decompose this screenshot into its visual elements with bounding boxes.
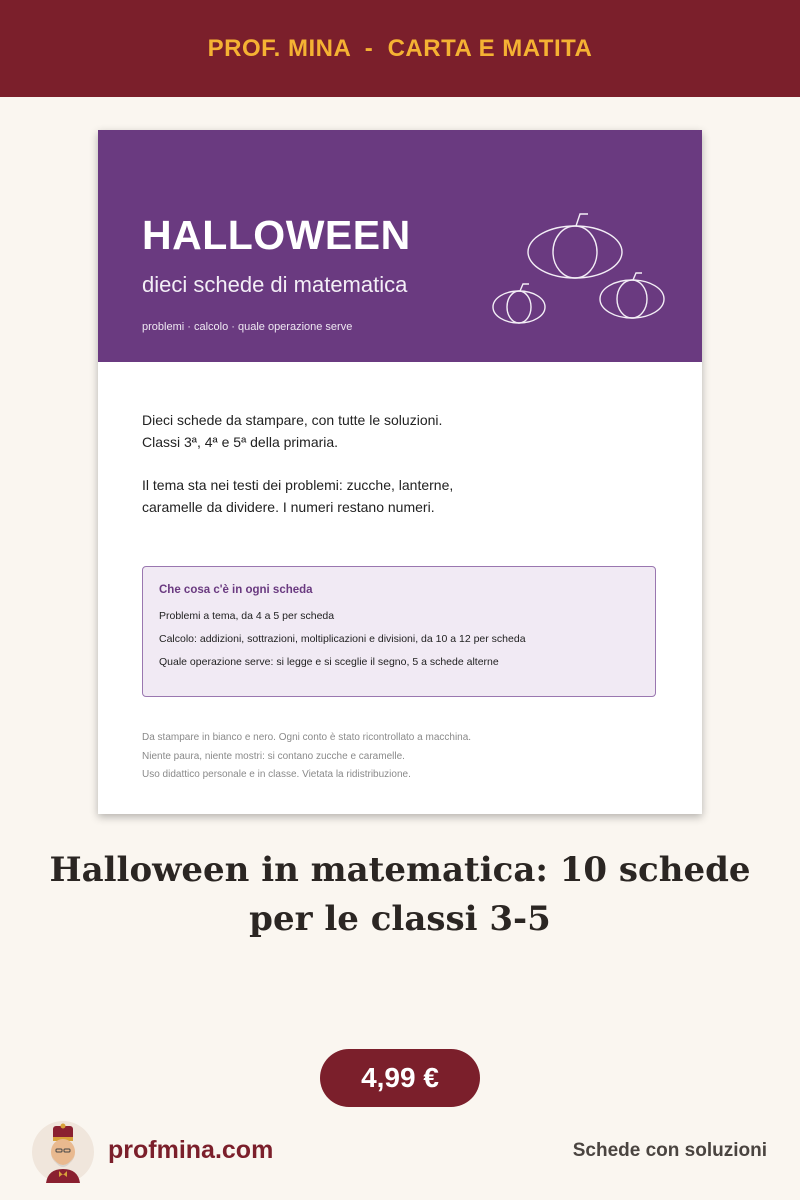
pumpkin-small-right-icon [600,273,664,318]
avatar [32,1121,94,1183]
intro-line: Classi 3ª, 4ª e 5ª della primaria. [142,434,339,450]
price-badge[interactable]: 4,99 € [320,1049,480,1107]
contents-box-item: Problemi a tema, da 4 a 5 per scheda [159,610,335,622]
tagline: Schede con soluzioni [572,1140,767,1161]
footnote: Niente paura, niente mostri: si contano zucche e caramelle. [142,751,405,762]
intro-line: Dieci schede da stampare, con tutte le soluzioni. [142,412,443,428]
product-title-line: Halloween in matematica: 10 schede [49,850,751,890]
intro-line: Il tema sta nei testi dei problemi: zucche, lanterne, [142,477,454,493]
worksheet-title: HALLOWEEN [142,212,411,258]
worksheet-header [98,130,702,362]
pumpkin-small-left-icon [493,284,545,323]
brand-title: PROF. MINA - CARTA E MATITA [207,34,593,62]
product-title-line: per le classi 3-5 [249,899,551,939]
site-link[interactable]: profmina.com [108,1136,274,1164]
worksheet-tags: problemi · calcolo · quale operazione serve [142,321,353,333]
pumpkins-illustration [488,205,688,335]
worksheet-preview [98,130,702,814]
contents-box-item: Calcolo: addizioni, sottrazioni, moltiplicazioni e divisioni, da 10 a 12 per scheda [159,633,526,645]
footnote: Da stampare in bianco e nero. Ogni conto è stato ricontrollato a macchina. [142,732,472,743]
contents-box-title: Che cosa c'è in ogni scheda [159,584,313,596]
contents-box [142,566,656,697]
intro-paragraph-2 [142,474,453,518]
footnote: Uso didattico personale e in classe. Vietata la ridistribuzione. [142,769,411,780]
intro-line: caramelle da dividere. I numeri restano numeri. [142,499,435,515]
worksheet-subtitle: dieci schede di matematica [142,272,408,297]
product-title [0,846,800,944]
pumpkin-large-icon [528,214,622,278]
intro-paragraph-1 [142,409,442,453]
contents-box-item: Quale operazione serve: si legge e si sceglie il segno, 5 a schede alterne [159,656,499,668]
top-banner [0,0,800,97]
